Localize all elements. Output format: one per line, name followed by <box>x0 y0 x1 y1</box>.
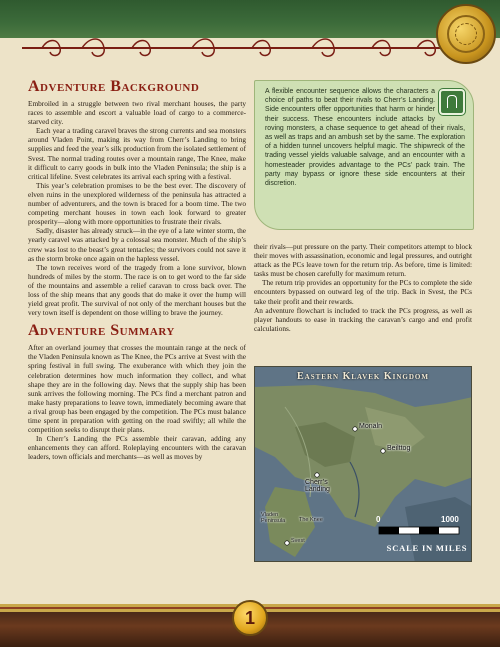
map-place-label: Vladen Peninsula <box>261 512 286 524</box>
background-paragraph: The town receives word of the tragedy from a lone survivor, blown hundreds of miles by the storm. The race is on to get word to the far side of the mountains and assemble a relief caravan to cross back over. The loss of the ship means that any goods that do make it over the hump will yield great profit. The survival of not only of the merchant houses but the very town itself is dependent on those willing to brave the journey. <box>28 262 246 318</box>
map-place-label: Cherr’s Landing <box>305 479 330 493</box>
map-place-label: The Knee <box>299 517 323 523</box>
scale-label: SCALE IN MILES <box>386 543 468 553</box>
top-banner <box>0 0 500 38</box>
map-place-label: Beilttog <box>387 445 411 452</box>
summary-paragraph: In Cherr’s Landing the PCs assemble their caravan, adding any enhancements they can afford. Roleplaying encounters with the caravan leaders, town officials and merchants—as well as moves by <box>28 434 246 462</box>
scale-end: 1000 <box>441 515 459 524</box>
left-column <box>28 78 246 461</box>
summary-paragraph: After an overland journey that crosses the mountain range at the neck of the Vladen Peninsula known as The Knee, the PCs arrive at Svest with the spring festival in full swing. The exuberance with which they join the celebration determines how much information they collect, and what shape they are in the following day. News that the supply ship has been sunk arrives the following morning. The PCs find a merchant patron and make hasty preparations to leave town, immediately becoming aware that a rival group has been engaged by the competition. The PCs must balance time spent in preparation with getting on the road swiftly; all while the competition seeks to disrupt their plans. <box>28 343 246 435</box>
background-paragraph: Each year a trading caravel braves the strong currents and sea monsters around Vladen Point, making its way from Cherr’s Landing to bring supplies and feed the year’s silk production from the isolated settlement of Svest. The normal trading routes over a mountain range, The Knee, make it difficult to carry goods in bulk into the Vladen Peninsula; the ship is a critical lifeline. Svest celebrates its arrival each spring with a festival. <box>28 126 246 181</box>
map-title: Eastern Klavek Kingdom <box>297 371 429 382</box>
compass-medallion-icon <box>436 4 496 64</box>
map-place-label: Svest <box>291 538 305 544</box>
right-column <box>254 242 472 333</box>
right-paragraph: The return trip provides an opportunity for the PCs to complete the side encounters bypassed on outward leg of the trip. Back in Svest, the PCs take their profit and their rewards. <box>254 278 472 306</box>
background-paragraph: This year’s celebration promises to be the best ever. The discovery of elven ruins in the unexplored wilderness of the peninsula has attracted a number of adventurers, and the town is braced for a boom time. The two competing merchant houses in town each look forward to greater prosperity—along with more opportunities to frustrate their rivals. <box>28 180 246 227</box>
background-paragraph: Embroiled in a struggle between two rival merchant houses, the party races to assemble and escort a valuable load of cargo to a commerce-starved city. <box>28 99 246 127</box>
right-paragraph: their rivals—put pressure on the party. Their competitors attempt to block their moves with assassination, economic and legal pressures, and outright attack as the PCs leave town for the return trip. As before, time is limited: tasks must be chosen carefully for maximum return. <box>254 242 472 279</box>
map-terrain <box>255 367 472 562</box>
map-place-label: Monaln <box>359 423 382 430</box>
door-icon <box>439 89 465 115</box>
region-map <box>254 366 472 562</box>
encounter-sidebar <box>254 80 474 230</box>
right-paragraph: An adventure flowchart is included to track the PCs progress, as well as player handouts to ease in tracking the caravan’s cargo and end profit calculations. <box>254 305 472 333</box>
scale-start: 0 <box>376 515 381 524</box>
background-paragraph: Sadly, disaster has already struck—in the eye of a late winter storm, the yearly caravel was attacked by a colossal sea monster. Much of the ship’s crew was lost to the beast’s great tentacles; the survivors could not save it as the storm broke once again on the hapless vessel. <box>28 226 246 263</box>
ornamental-scroll-divider <box>22 36 442 60</box>
page-number-badge: 1 <box>232 600 268 636</box>
sidebar-text: A flexible encounter sequence allows the characters a choice of paths to beat their rivals to Cherr’s Landing. Side encounters offer opportunities that harm or hinder their success. These encounters include attacks by roving monsters, a chase sequence to get ahead of their rivals, as well as traps and an ambush set by the same. The exploration of a hidden tunnel uncovers helpful magic. The shipwreck of the trading vessel yields valuable salvage, and an encounter with a homesteader provides advantage to the PCs’ pack train. The party may bypass or ignore these side encounters at their discretion. <box>265 88 465 188</box>
adventure-summary-heading: Adventure Summary <box>28 322 175 340</box>
adventure-background-heading: Adventure Background <box>28 78 200 95</box>
medallion-center <box>455 23 477 45</box>
